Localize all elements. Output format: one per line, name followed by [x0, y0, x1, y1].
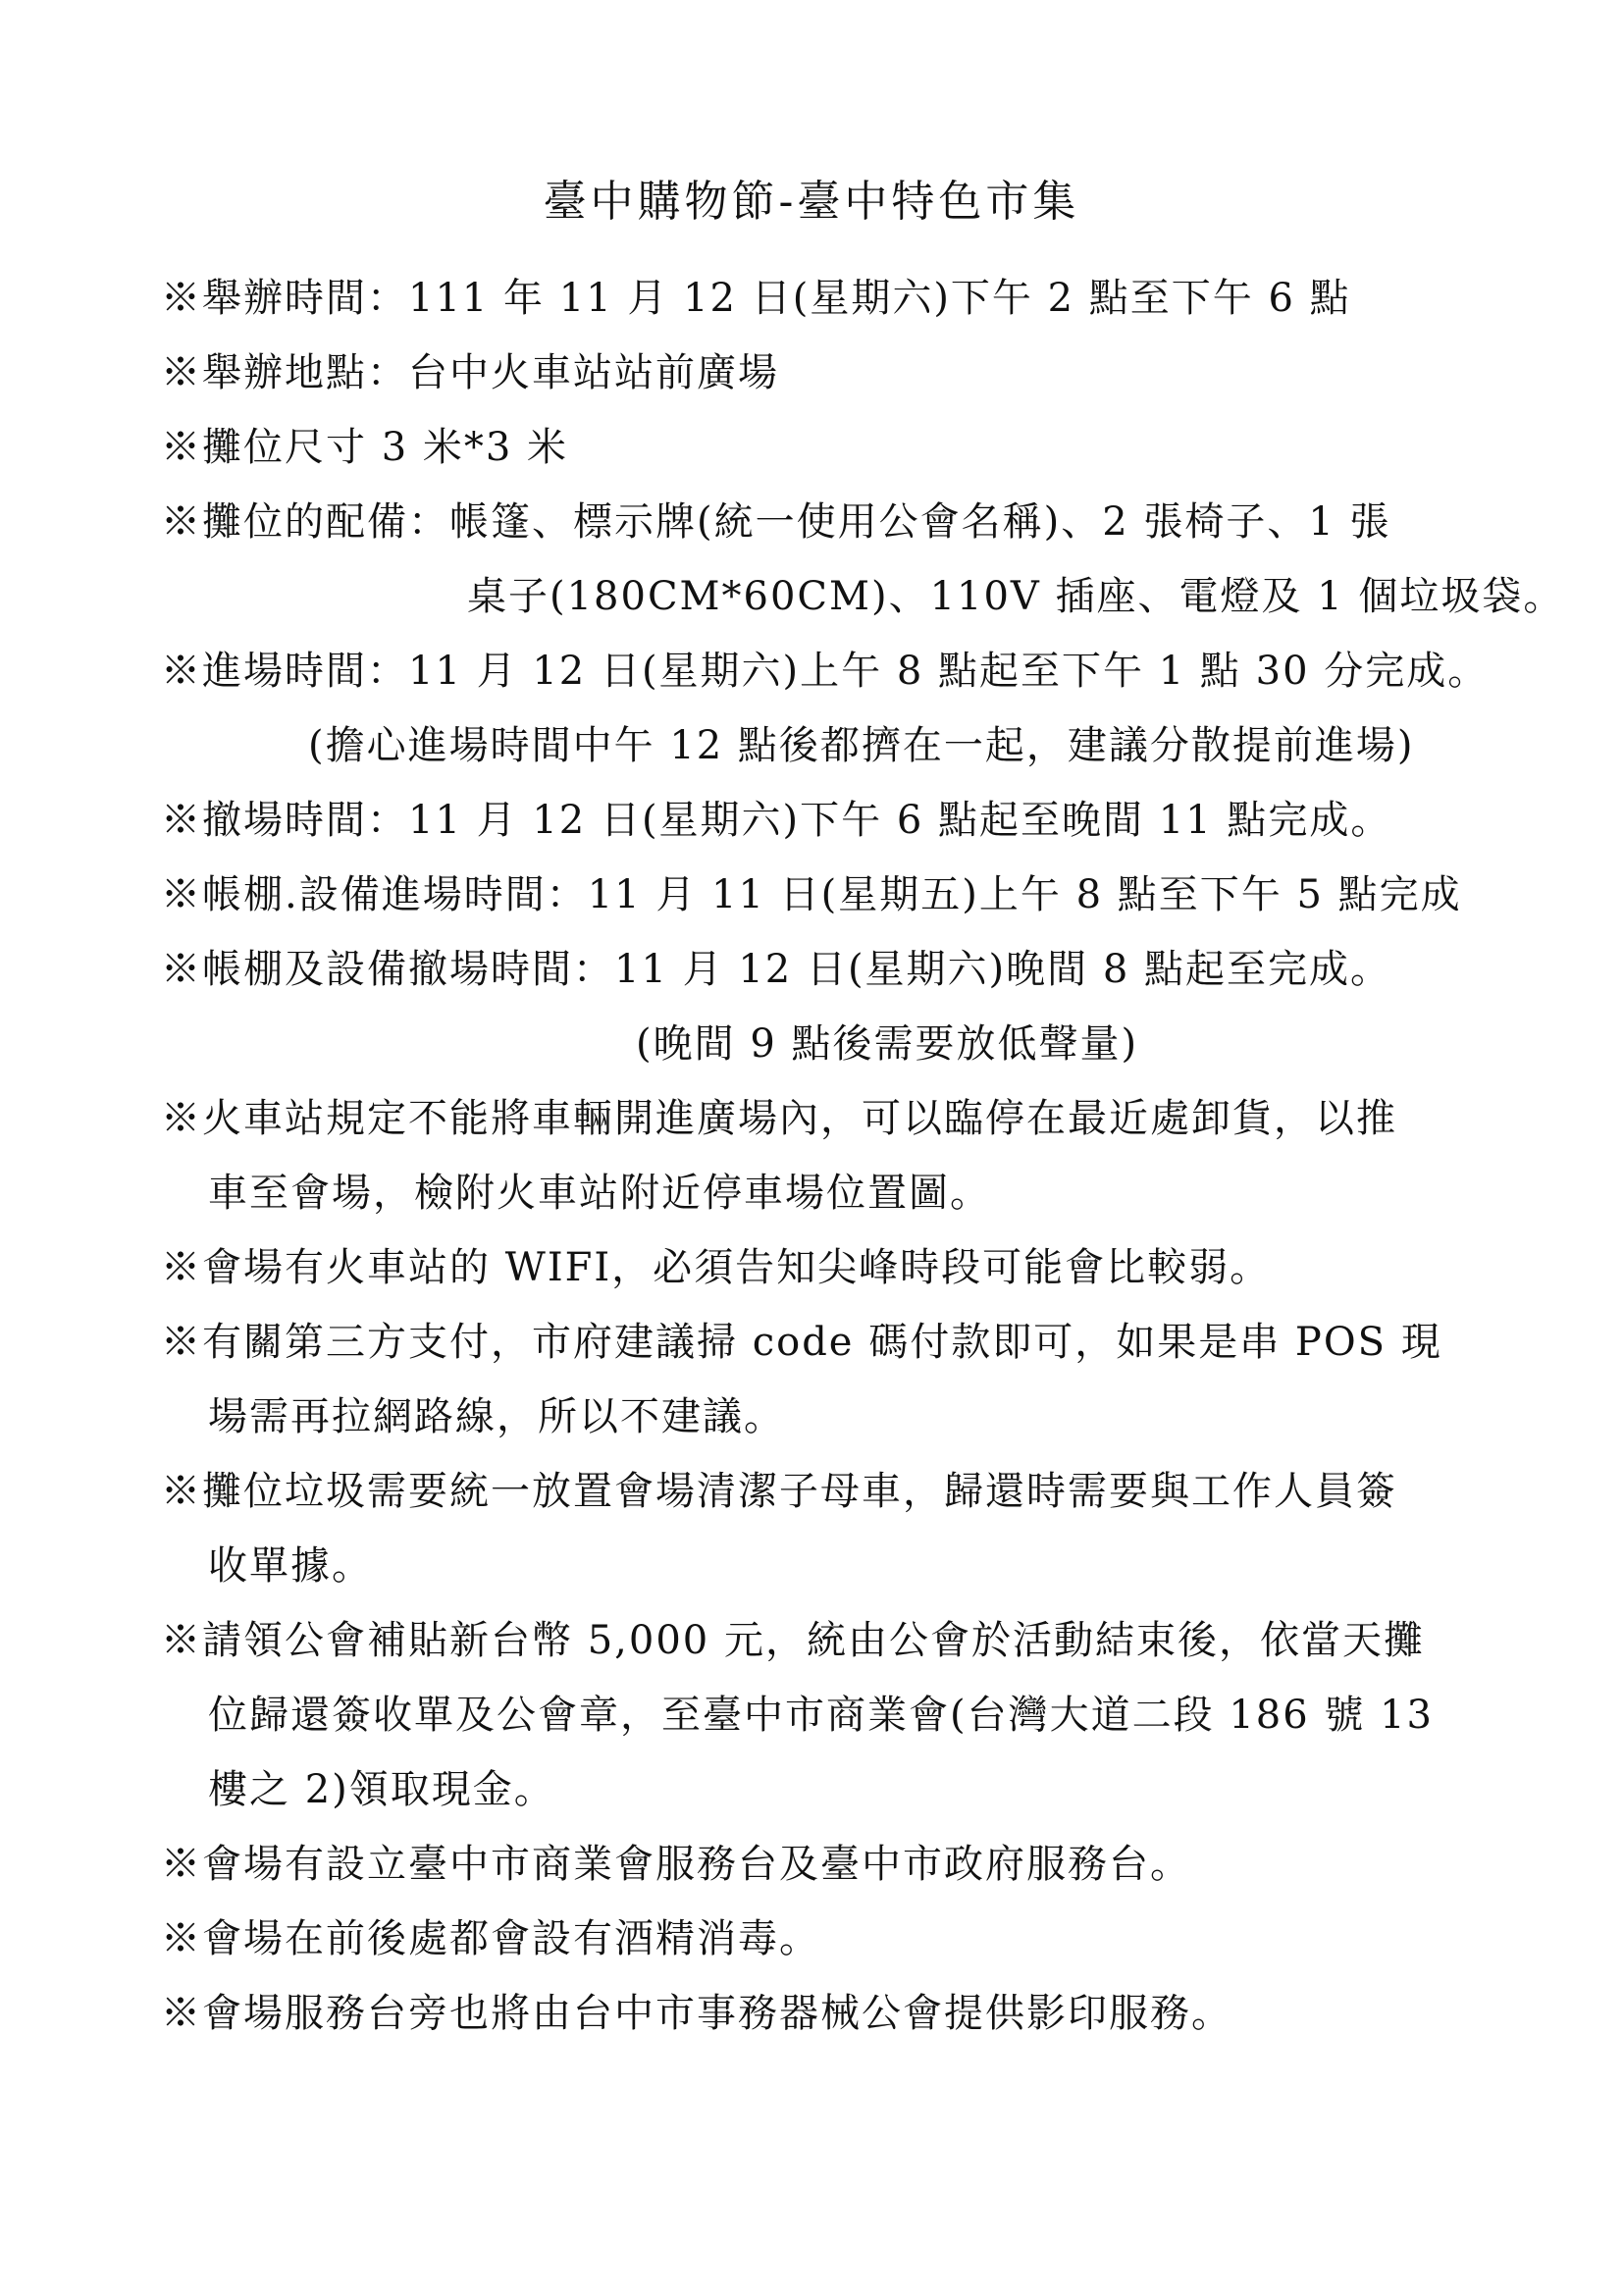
item-garbage: ※攤位垃圾需要統一放置會場清潔子母車，歸還時需要與工作人員簽 — [161, 1469, 1397, 1514]
item-vehicle-rule-cont: 車至會場，檢附火車站附近停車場位置圖。 — [208, 1171, 991, 1216]
item-event-time: ※舉辦時間：111 年 11 月 12 日(星期六)下午 2 點至下午 6 點 — [161, 276, 1351, 321]
item-subsidy: ※請領公會補貼新台幣 5,000 元，統由公會於活動結束後，依當天攤 — [161, 1618, 1425, 1663]
item-wifi: ※會場有火車站的 WIFI，必須告知尖峰時段可能會比較弱。 — [161, 1245, 1272, 1290]
item-photocopy-service: ※會場服務台旁也將由台中市事務器械公會提供影印服務。 — [161, 1991, 1232, 2036]
item-payment: ※有關第三方支付，市府建議掃 code 碼付款即可，如果是串 POS 現 — [161, 1320, 1442, 1365]
item-setup-note: (擔心進場時間中午 12 點後都擠在一起，建議分散提前進場) — [308, 723, 1415, 768]
item-service-desk: ※會場有設立臺中市商業會服務台及臺中市政府服務台。 — [161, 1842, 1191, 1887]
item-event-location: ※舉辦地點：台中火車站站前廣場 — [161, 350, 779, 395]
item-subsidy-cont: 位歸還簽收單及公會章，至臺中市商業會(台灣大道二段 186 號 13 — [208, 1693, 1434, 1738]
item-booth-equipment-cont: 桌子(180CM*60CM)、110V 插座、電燈及 1 個垃圾袋。 — [467, 574, 1565, 619]
item-vehicle-rule: ※火車站規定不能將車輛開進廣場內，可以臨停在最近處卸貨，以推 — [161, 1096, 1397, 1141]
item-garbage-cont: 收單據。 — [208, 1543, 373, 1589]
item-subsidy-cont-2: 樓之 2)領取現金。 — [208, 1767, 555, 1812]
item-setup-time: ※進場時間：11 月 12 日(星期六)上午 8 點起至下午 1 點 30 分完成。 — [161, 649, 1490, 694]
item-noise-note: (晚間 9 點後需要放低聲量) — [636, 1021, 1139, 1067]
item-disinfection: ※會場在前後處都會設有酒精消毒。 — [161, 1916, 820, 1961]
item-tent-setup-time: ※帳棚.設備進場時間：11 月 11 日(星期五)上午 8 點至下午 5 點完成 — [161, 872, 1462, 917]
item-booth-size: ※攤位尺寸 3 米*3 米 — [161, 425, 569, 470]
item-tent-teardown-time: ※帳棚及設備撤場時間：11 月 12 日(星期六)晚間 8 點起至完成。 — [161, 947, 1392, 992]
item-teardown-time: ※撤場時間：11 月 12 日(星期六)下午 6 點起至晚間 11 點完成。 — [161, 798, 1392, 843]
item-payment-cont: 場需再拉網路線，所以不建議。 — [208, 1394, 785, 1439]
document-title: 臺中購物節-臺中特色市集 — [543, 177, 1080, 227]
item-booth-equipment: ※攤位的配備：帳篷、標示牌(統一使用公會名稱)、2 張椅子、1 張 — [161, 499, 1391, 545]
